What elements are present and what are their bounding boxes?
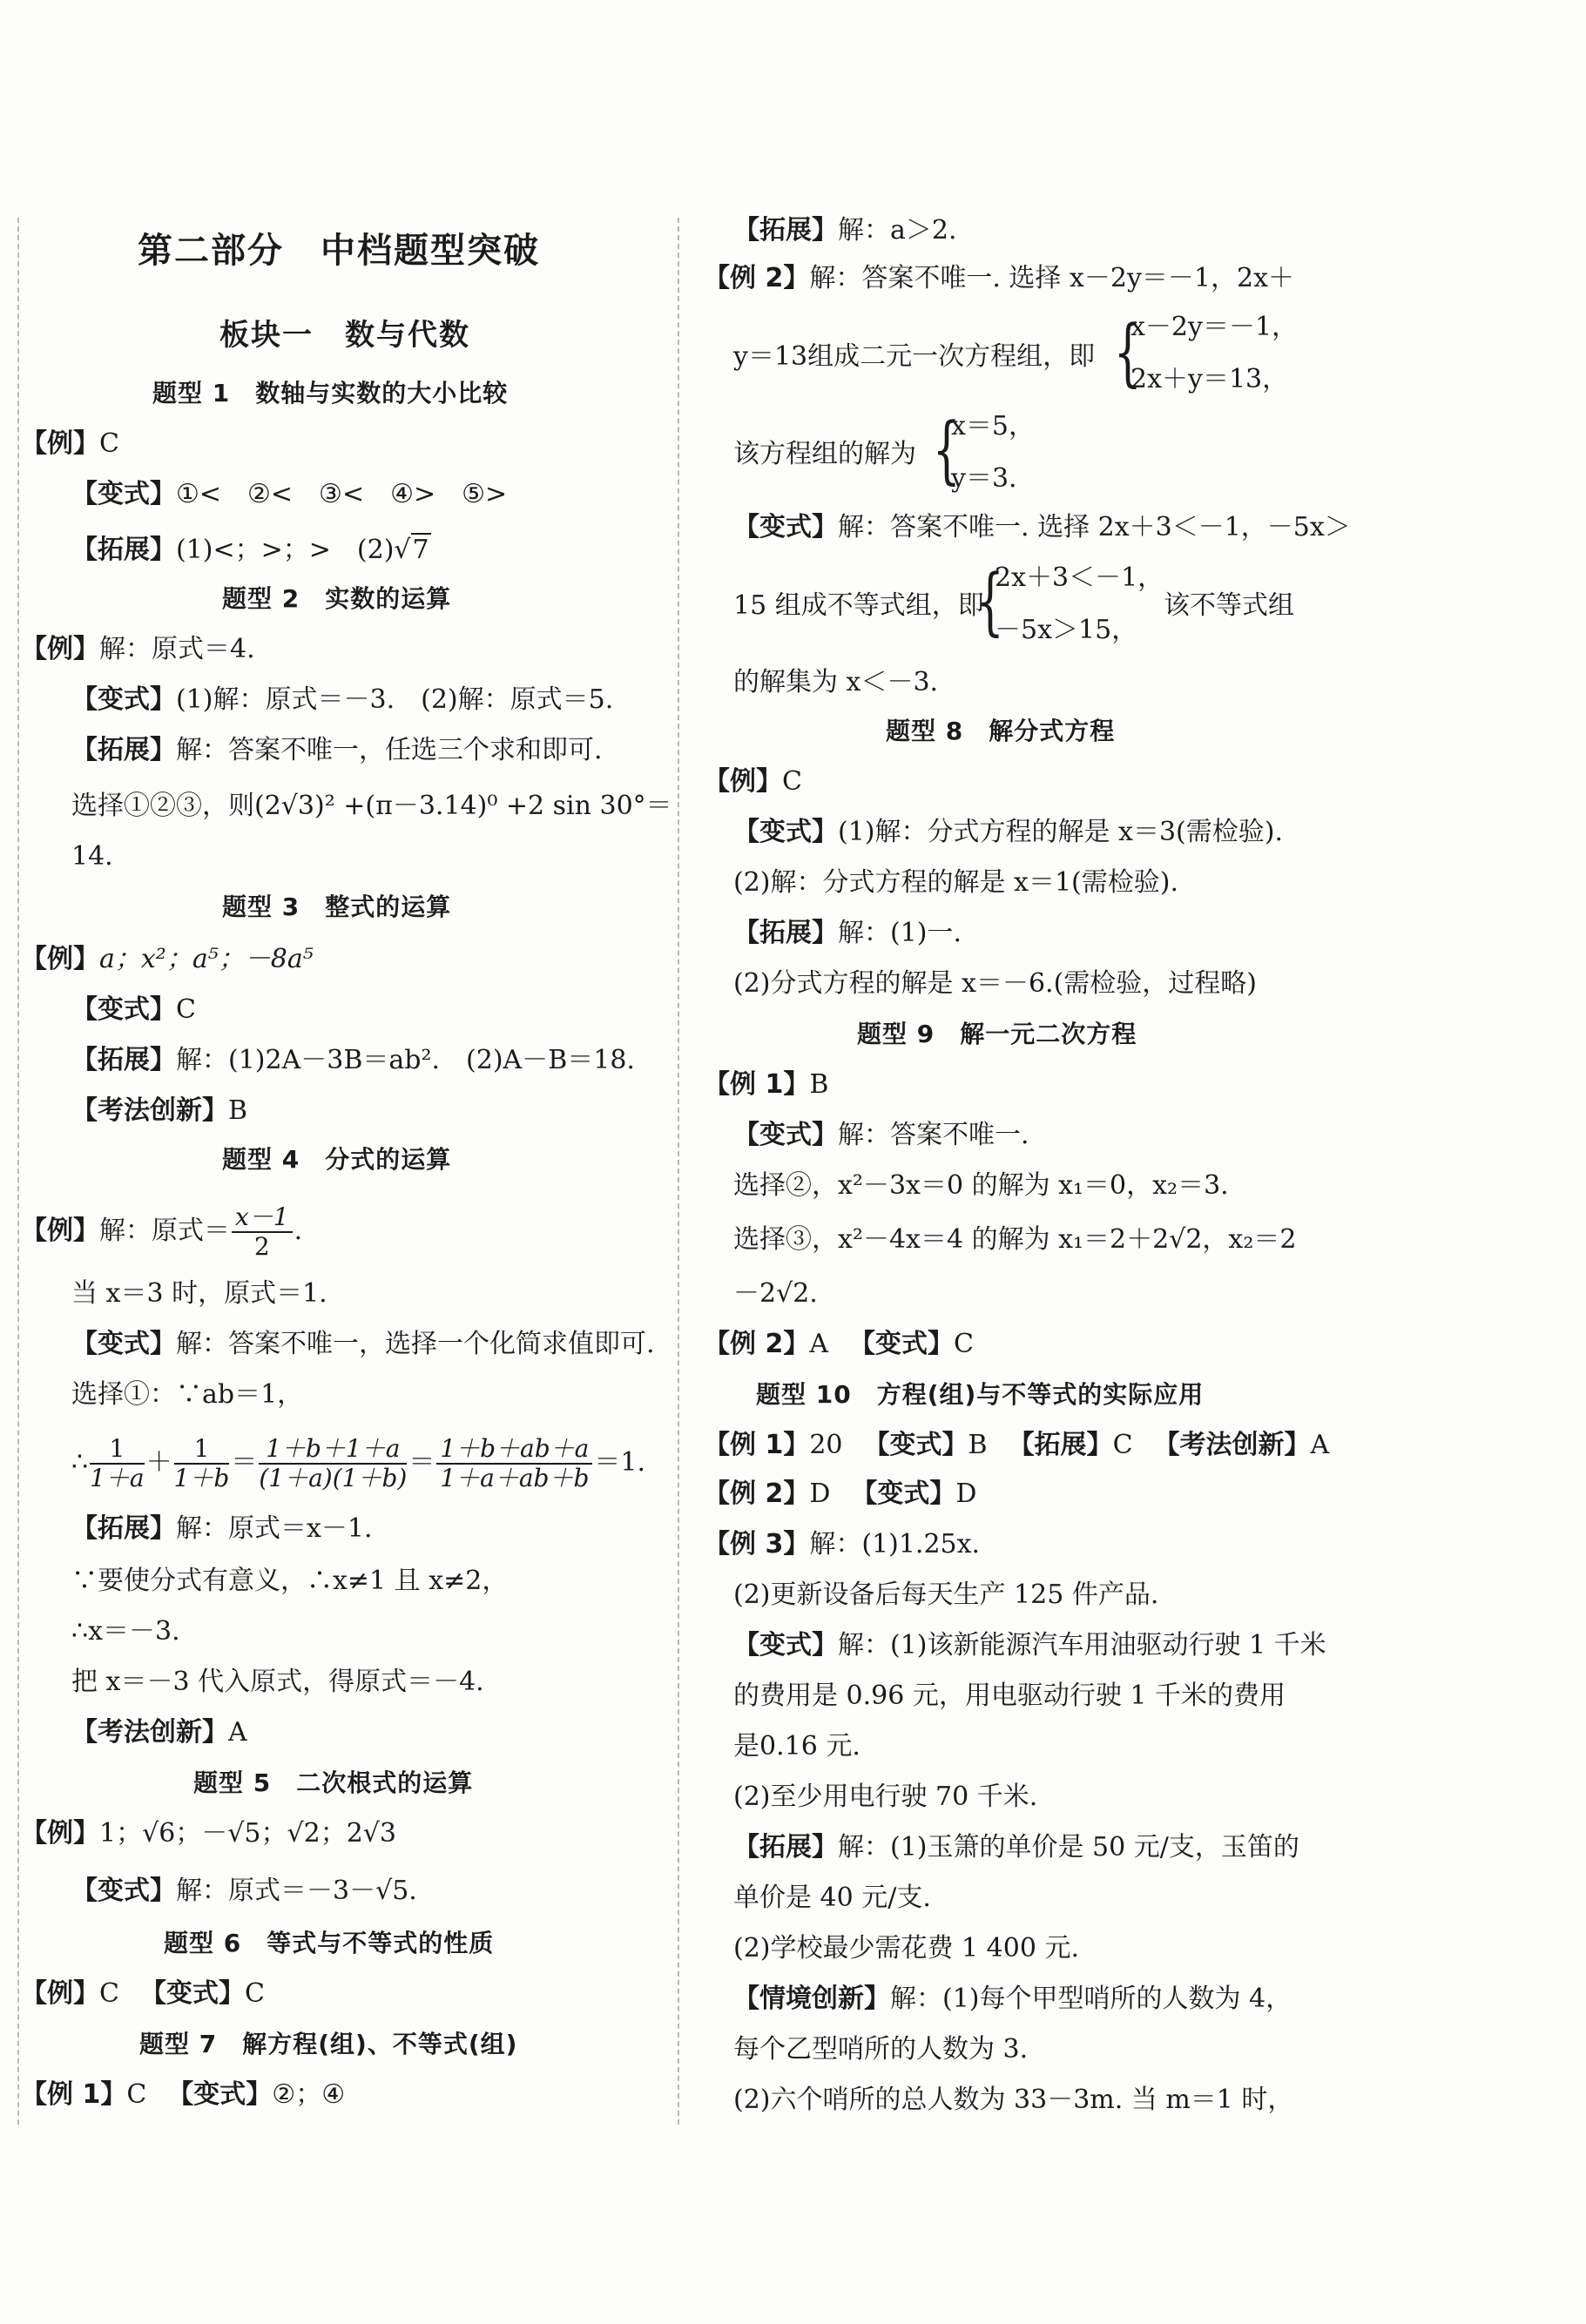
t4-extension [71,1512,373,1546]
tag-bianshi: 【变式】 [71,684,176,715]
result: ＝1. [594,1447,645,1478]
t7-example-2 [704,261,1294,296]
t1-extension: 【拓展】(1)<；>；> (2)√7 [71,535,429,565]
tag-bianshi: 【变式】 [733,817,838,847]
answer: D [809,1479,831,1509]
type-heading-5: 题型 5 二次根式的运算 [193,1768,474,1797]
tag-li: 【例】 [704,766,782,797]
t8-example [704,765,802,799]
tag-tuozhan: 【拓展】 [71,1513,176,1544]
tag-bianshi: 【变式】 [733,1630,838,1660]
t5-variant [71,1874,417,1909]
system-1-eq1: x－2y＝－1， [1130,312,1299,342]
answer: B [968,1430,988,1460]
answer: 解：答案不唯一. [838,1120,1029,1150]
type-heading-3: 题型 3 整式的运算 [222,893,452,921]
t10-row-2 [704,1477,976,1512]
tag-bianshi: 【变式】 [733,512,838,542]
radicand: 7 [412,535,429,565]
left-margin-rule [17,218,19,2125]
t7-variant [733,510,1351,545]
t7-solution-line: 该方程组的解为 [733,439,916,469]
numerator: x－1 [232,1203,293,1233]
numerator: 1＋b＋ab＋a [436,1435,592,1465]
t10-variant-4: (2)至少用电行驶 70 千米. [733,1782,1038,1812]
tag-li2: 【例 2】 [704,1329,810,1359]
t10-scenario [733,1982,1292,2017]
t10-row-1 [704,1428,1329,1463]
t4-choice: 选择①：∵ab＝1， [71,1379,304,1410]
t10-extension [733,1830,1299,1865]
t4-fraction-chain: ∴ $\frac{1}{1+a}$ ＋ $\frac{1}{1+b}$ ＝ $\frac{1+b+1+a}{(1+a)(1+b)}$ ＝ $\frac{1+b+ab+a}{1+a+ab+b}$ ＝1. [71,1434,645,1492]
numerator: 1＋b＋1＋a [259,1435,407,1465]
fraction-1 [90,1435,145,1492]
t9-choice-3: 选择③，x²－4x＝4 的解为 x₁＝2＋2√2，x₂＝2 [733,1224,1297,1255]
answer: (1)<；>；> (2) [176,535,395,565]
t7-variant-line3: 的解集为 x＜－3. [733,667,939,697]
tag-bianshi: 【变式】 [71,994,176,1025]
answer: (1)解：分式方程的解是 x＝3(需检验). [838,817,1283,847]
tag-tuozhan: 【拓展】 [71,1045,176,1075]
answer: C [782,766,802,797]
type-heading-6: 题型 6 等式与不等式的性质 [164,1929,495,1957]
fraction-3 [259,1435,407,1492]
answer: a；x²；a⁵；－8a⁵ [99,944,314,974]
tag-tuozhan: 【拓展】 [71,735,176,765]
t9-choice-2: 选择②，x²－3x＝0 的解为 x₁＝0，x₂＝3. [733,1170,1229,1201]
answer: 解：(1)玉箫的单价是 50 元/支，玉笛的 [838,1832,1299,1863]
fraction [232,1203,293,1261]
t10-example-3 [704,1527,980,1562]
t2-variant [71,683,613,717]
answer: A [228,1717,247,1748]
tag-qingjing: 【情境创新】 [733,1984,890,2014]
t7-example-1 [21,2078,345,2112]
answer: B [228,1095,248,1126]
answer: C [99,428,119,459]
t8-extension [733,916,962,951]
t2-result: 14. [71,841,113,872]
t4-example: 【例】解：原式＝ $\frac{x-1}{2}$ . [21,1202,303,1261]
tag-li1: 【例 1】 [704,1069,810,1100]
part-title: 第二部分 中档题型突破 [138,231,540,271]
tag-li1: 【例 1】 [21,2079,127,2110]
denominator: 1＋a [90,1464,145,1492]
denominator: 1＋b [173,1464,230,1492]
answer: C [176,994,196,1025]
tag-li: 【例】 [21,428,99,459]
t10-scenario-3: (2)六个哨所的总人数为 33－3m. 当 m＝1 时， [733,2085,1294,2115]
system-3-eq2: －5x＞15， [995,615,1138,645]
answer: A [1310,1430,1330,1460]
tag-tuozhan: 【拓展】 [733,215,838,246]
answer: 解：a＞2. [838,215,957,246]
denominator: 1＋a＋ab＋b [440,1464,590,1492]
t1-example [21,427,119,461]
answer: ①< ②< ③< ④> ⑤> [176,479,508,509]
answer: 解：(1)一. [838,918,962,948]
tag-li: 【例】 [21,944,99,974]
tag-tuozhan: 【拓展】 [71,535,176,565]
t7-variant-tail: 该不等式组 [1164,590,1294,621]
fraction-4 [436,1435,592,1492]
system-3-eq1: 2x＋3＜－1， [995,562,1164,593]
answer: D [955,1479,977,1509]
answer: ②；④ [272,2079,346,2110]
answer: A [809,1329,828,1359]
brace-icon: { [975,558,1004,643]
t9-variant [733,1118,1029,1153]
t4-variant [71,1327,655,1362]
tag-tuozhan: 【拓展】 [733,918,838,948]
t7-extension [733,213,957,248]
t10-extension-3: (2)学校最少需花费 1 400 元. [733,1933,1079,1964]
brace-icon: { [1113,309,1142,394]
tag-li2: 【例 2】 [704,1479,810,1509]
tag-li: 【例】 [21,634,99,664]
t4-so: ∴x＝－3. [71,1616,180,1647]
system-1-eq2: 2x＋y＝13， [1130,364,1289,394]
t7-example-2-line2: y＝13组成二元一次方程组，即 [733,341,1096,372]
tag-bianshi: 【变式】 [733,1120,838,1150]
answer: 解：(1)该新能源汽车用油驱动行驶 1 千米 [838,1630,1326,1660]
tag-li: 【例】 [21,1216,99,1246]
t3-variant [71,993,196,1027]
t2-extension [71,733,603,768]
t8-extension-2: (2)分式方程的解是 x＝－6.(需检验，过程略) [733,968,1257,999]
block-title: 板块一 数与代数 [219,318,470,353]
tag-bianshi: 【变式】 [849,1329,954,1359]
tag-kaofa: 【考法创新】 [71,1095,228,1126]
t3-innovation [71,1094,247,1128]
answer: 解：(1)2A－3B＝ab². (2)A－B＝18. [176,1045,635,1075]
therefore: ∴ [71,1447,89,1478]
type-heading-9: 题型 9 解一元二次方程 [857,1020,1137,1048]
denominator: 2 [253,1232,270,1261]
t9-choice-3b: －2√2. [733,1278,818,1309]
tag-bianshi: 【变式】 [71,1329,176,1359]
answer: C [1112,1430,1133,1460]
answer: C [244,1978,265,2009]
t7-variant-line2: 15 组成不等式组，即 [733,590,984,621]
type-heading-2: 题型 2 实数的运算 [222,584,452,613]
t9-example-1 [704,1068,828,1102]
answer: 解：原式＝x－1. [176,1513,373,1544]
answer: B [809,1069,829,1100]
answer: C [126,2079,147,2110]
t10-scenario-2: 每个乙型哨所的人数为 3. [733,2034,1029,2065]
t4-substitute: 把 x＝－3 代入原式，得原式＝－4. [71,1667,484,1697]
t3-extension [71,1043,635,1078]
tag-bianshi: 【变式】 [71,1876,176,1906]
answer: 解：答案不唯一. 选择 x－2y＝－1，2x＋ [809,263,1294,293]
t1-variant [71,477,507,512]
answer: 解：原式＝－3－√5. [176,1876,417,1906]
tag-bianshi: 【变式】 [863,1430,968,1460]
tag-kaofa: 【考法创新】 [71,1717,228,1748]
tag-li3: 【例 3】 [704,1529,810,1559]
numerator: 1 [90,1435,145,1465]
answer: 解：原式＝ [99,1216,230,1246]
type-heading-10: 题型 10 方程(组)与不等式的实际应用 [756,1380,1205,1409]
fraction-2 [174,1435,230,1492]
t10-variant-3: 是0.16 元. [733,1731,860,1762]
tag-kaofa: 【考法创新】 [1153,1430,1311,1460]
t10-example-3b: (2)更新设备后每天生产 125 件产品. [733,1580,1159,1610]
t8-variant [733,815,1283,850]
t8-variant-2: (2)解：分式方程的解是 x＝1(需检验). [733,867,1178,898]
tag-li: 【例】 [21,1818,99,1849]
answer: 20 [809,1430,843,1460]
type-heading-4: 题型 4 分式的运算 [222,1145,452,1174]
denominator: (1＋a)(1＋b) [259,1464,408,1492]
t5-example [21,1816,396,1851]
answer: 解：(1)每个甲型哨所的人数为 4， [890,1984,1292,2014]
tag-bianshi: 【变式】 [851,1479,956,1509]
tag-tuozhan: 【拓展】 [733,1832,838,1863]
system-2-eq1: x＝5， [951,411,1036,441]
answer: (1)解：原式＝－3. (2)解：原式＝5. [176,684,614,715]
answer: 解：答案不唯一，任选三个求和即可. [176,735,603,765]
answer: 解：原式＝4. [99,634,255,664]
tag-bianshi: 【变式】 [139,1978,245,2009]
t9-example-2 [704,1327,974,1362]
t6-example [21,1977,265,2011]
tag-tuozhan: 【拓展】 [1008,1430,1113,1460]
tag-li2: 【例 2】 [704,263,810,293]
t4-when: 当 x＝3 时，原式＝1. [71,1278,327,1309]
tag-li1: 【例 1】 [704,1430,810,1460]
answer: 解：答案不唯一. 选择 2x＋3＜－1，－5x＞ [838,512,1351,542]
tag-bianshi: 【变式】 [167,2079,273,2110]
t3-example [21,942,314,977]
type-heading-8: 题型 8 解分式方程 [886,717,1116,745]
answer: C [954,1329,974,1359]
t10-variant [733,1628,1326,1663]
t4-condition: ∵要使分式有意义，∴x≠1 且 x≠2， [71,1566,509,1596]
t2-choice: 选择①②③，则(2√3)² +(π－3.14)⁰ +2 sin 30°＝ [71,791,672,821]
answer: C [99,1978,119,2009]
column-divider [678,218,679,2125]
system-2-eq2: y＝3. [951,463,1017,494]
answer: 1；√6；－√5；√2；2√3 [99,1818,396,1849]
t10-variant-2: 的费用是 0.96 元，用电驱动行驶 1 千米的费用 [733,1681,1286,1711]
brace-icon: { [932,407,961,492]
t4-innovation [71,1715,247,1750]
type-heading-7: 题型 7 解方程(组)、不等式(组) [139,2030,518,2058]
tag-bianshi: 【变式】 [71,479,176,509]
t10-extension-2: 单价是 40 元/支. [733,1883,931,1913]
answer: 解：答案不唯一，选择一个化简求值即可. [176,1329,655,1359]
answer: 解：(1)1.25x. [809,1529,981,1559]
tag-li: 【例】 [21,1978,99,2009]
t2-example [21,632,255,667]
numerator: 1 [174,1435,230,1465]
type-heading-1: 题型 1 数轴与实数的大小比较 [152,379,509,408]
